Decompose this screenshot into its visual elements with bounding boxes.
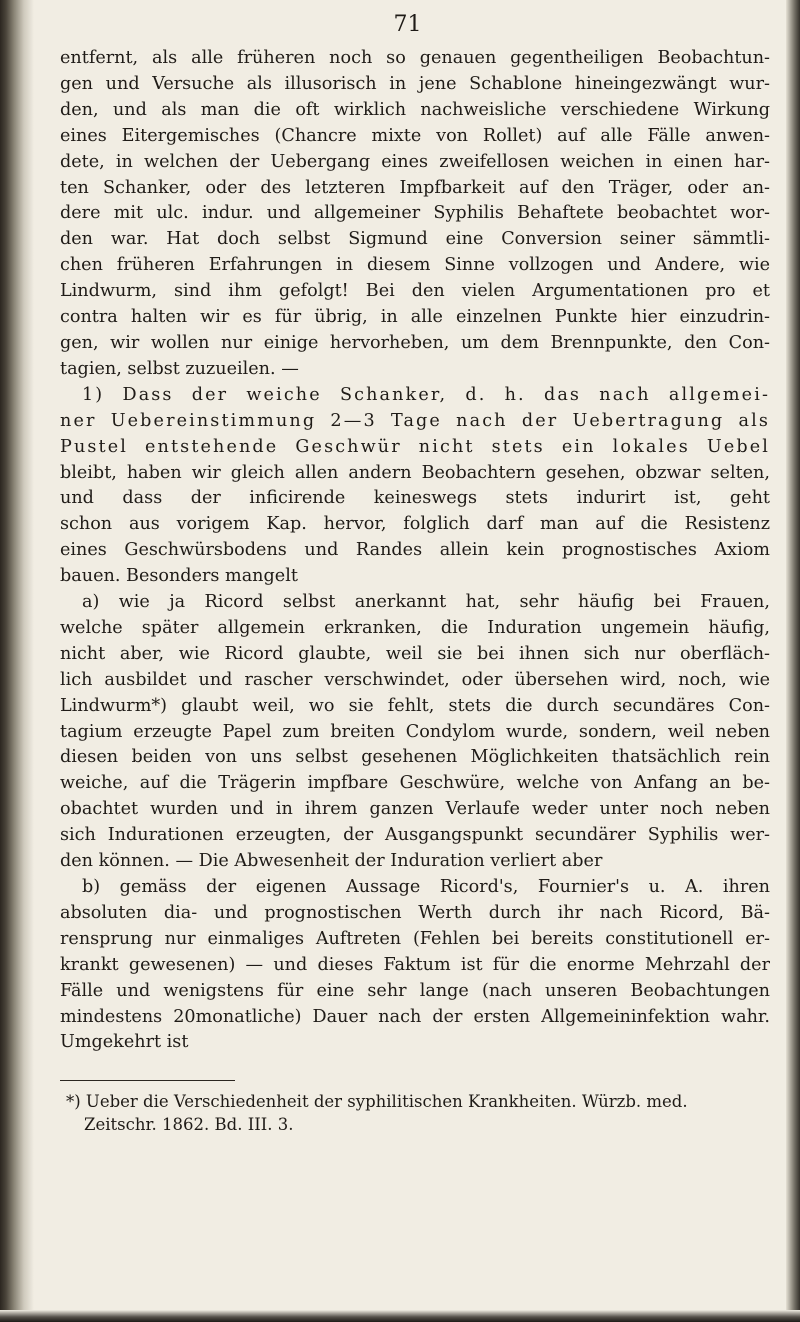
text-line: tagien, selbst zuzueilen. —: [60, 358, 299, 379]
text-line: Lindwurm*) glaubt weil, wo sie fehlt, stets die durch secundäres Con-: [60, 695, 770, 716]
page-bottom-edge: [0, 1310, 800, 1322]
footnote-divider: [60, 1080, 235, 1081]
text-line: bleibt, haben wir gleich allen andern Beobachtern gesehen, obzwar selten,: [60, 462, 770, 483]
footnote-line: Zeitschr. 1862. Bd. III. 3.: [84, 1115, 294, 1134]
text-line: den, und als man die oft wirklich nachweisliche verschiedene Wirkung: [60, 99, 770, 120]
text-line: Pustel entstehende Geschwür nicht stets ein lokales Uebel: [60, 436, 770, 457]
text-line: krankt gewesenen) — und dieses Faktum ist für die enorme Mehrzahl der: [60, 954, 770, 975]
text-line: weiche, auf die Trägerin impfbare Geschwüre, welche von Anfang an be-: [60, 773, 770, 794]
text-line: obachtet wurden und in ihrem ganzen Verlaufe weder unter noch neben: [60, 799, 770, 820]
page-number: 71: [393, 12, 422, 37]
text-line: diesen beiden von uns selbst gesehenen Möglichkeiten thatsächlich rein: [60, 747, 770, 768]
text-line: b) gemäss der eigenen Aussage Ricord's, Fournier's u. A. ihren: [82, 877, 770, 897]
text-line: gen und Versuche als illusorisch in jene Schablone hineingezwängt wur-: [60, 73, 770, 94]
text-line: mindestens 20monatliche) Dauer nach der ersten Allgemeininfektion wahr.: [60, 1006, 770, 1027]
text-line: absoluten dia- und prognostischen Werth durch ihr nach Ricord, Bä-: [60, 902, 770, 923]
text-line: nicht aber, wie Ricord glaubte, weil sie bei ihnen sich nur oberfläch-: [60, 643, 770, 664]
text-line: Umgekehrt ist: [60, 1032, 189, 1053]
text-line: bauen. Besonders mangelt: [60, 566, 298, 587]
text-line: ner Uebereinstimmung 2—3 Tage nach der Uebertragung als: [60, 410, 770, 431]
text-line: Lindwurm, sind ihm gefolgt! Bei den vielen Argumentationen pro et: [60, 281, 770, 302]
text-line: chen früheren Erfahrungen in diesem Sinne vollzogen und Andere, wie: [60, 255, 770, 276]
text-line: den war. Hat doch selbst Sigmund eine Conversion seiner sämmtli-: [60, 229, 770, 250]
text-line: eines Geschwürsbodens und Randes allein kein prognostisches Axiom: [60, 540, 770, 561]
text-line: schon aus vorigem Kap. hervor, folglich darf man auf die Resistenz: [60, 514, 770, 535]
book-binding-shadow: [0, 0, 34, 1322]
text-line: welche später allgemein erkranken, die Induration ungemein häufig,: [60, 617, 770, 638]
paragraph-point-b: [60, 875, 770, 1056]
text-line: eines Eitergemisches (Chancre mixte von Rollet) auf alle Fälle anwen-: [60, 125, 770, 146]
text-line: den können. — Die Abwesenheit der Induration verliert aber: [60, 851, 603, 872]
text-line: dete, in welchen der Uebergang eines zweifellosen weichen in einen har-: [60, 151, 770, 172]
book-page: [40, 0, 775, 1322]
text-line: a) wie ja Ricord selbst anerkannt hat, sehr häufig bei Frauen,: [82, 592, 770, 613]
text-line: und dass der inficirende keineswegs stets indurirt ist, geht: [60, 488, 770, 509]
paragraph-point-1: [60, 383, 770, 590]
text-line: contra halten wir es für übrig, in alle einzelnen Punkte hier einzudrin-: [60, 307, 770, 328]
text-line: sich Indurationen erzeugten, der Ausgangspunkt secundärer Syphilis wer-: [60, 825, 770, 846]
paragraph-intro: [60, 46, 770, 383]
paragraph-point-a: [60, 590, 770, 875]
footnote-line: *) Ueber die Verschiedenheit der syphilitischen Krankheiten. Würzb. med.: [66, 1092, 688, 1111]
text-line: entfernt, als alle früheren noch so genauen gegentheiligen Beobachtun-: [60, 48, 770, 68]
text-line: tagium erzeugte Papel zum breiten Condylom wurde, sondern, weil neben: [60, 721, 770, 742]
text-line: rensprung nur einmaliges Auftreten (Fehlen bei bereits constitutionell er-: [60, 928, 770, 949]
footnote: [66, 1090, 766, 1136]
page-edge-shadow: [786, 0, 800, 1322]
text-line: dere mit ulc. indur. und allgemeiner Syphilis Behaftete beobachtet wor-: [60, 203, 770, 224]
text-line: 1) Dass der weiche Schanker, d. h. das nach allgemei-: [82, 384, 770, 405]
text-line: lich ausbildet und rascher verschwindet, oder übersehen wird, noch, wie: [60, 669, 770, 690]
text-line: gen, wir wollen nur einige hervorheben, um dem Brennpunkte, den Con-: [60, 332, 770, 353]
text-line: Fälle und wenigstens für eine sehr lange (nach unseren Beobachtungen: [60, 980, 770, 1001]
body-text: [60, 46, 770, 1056]
text-line: ten Schanker, oder des letzteren Impfbarkeit auf den Träger, oder an-: [60, 177, 770, 198]
